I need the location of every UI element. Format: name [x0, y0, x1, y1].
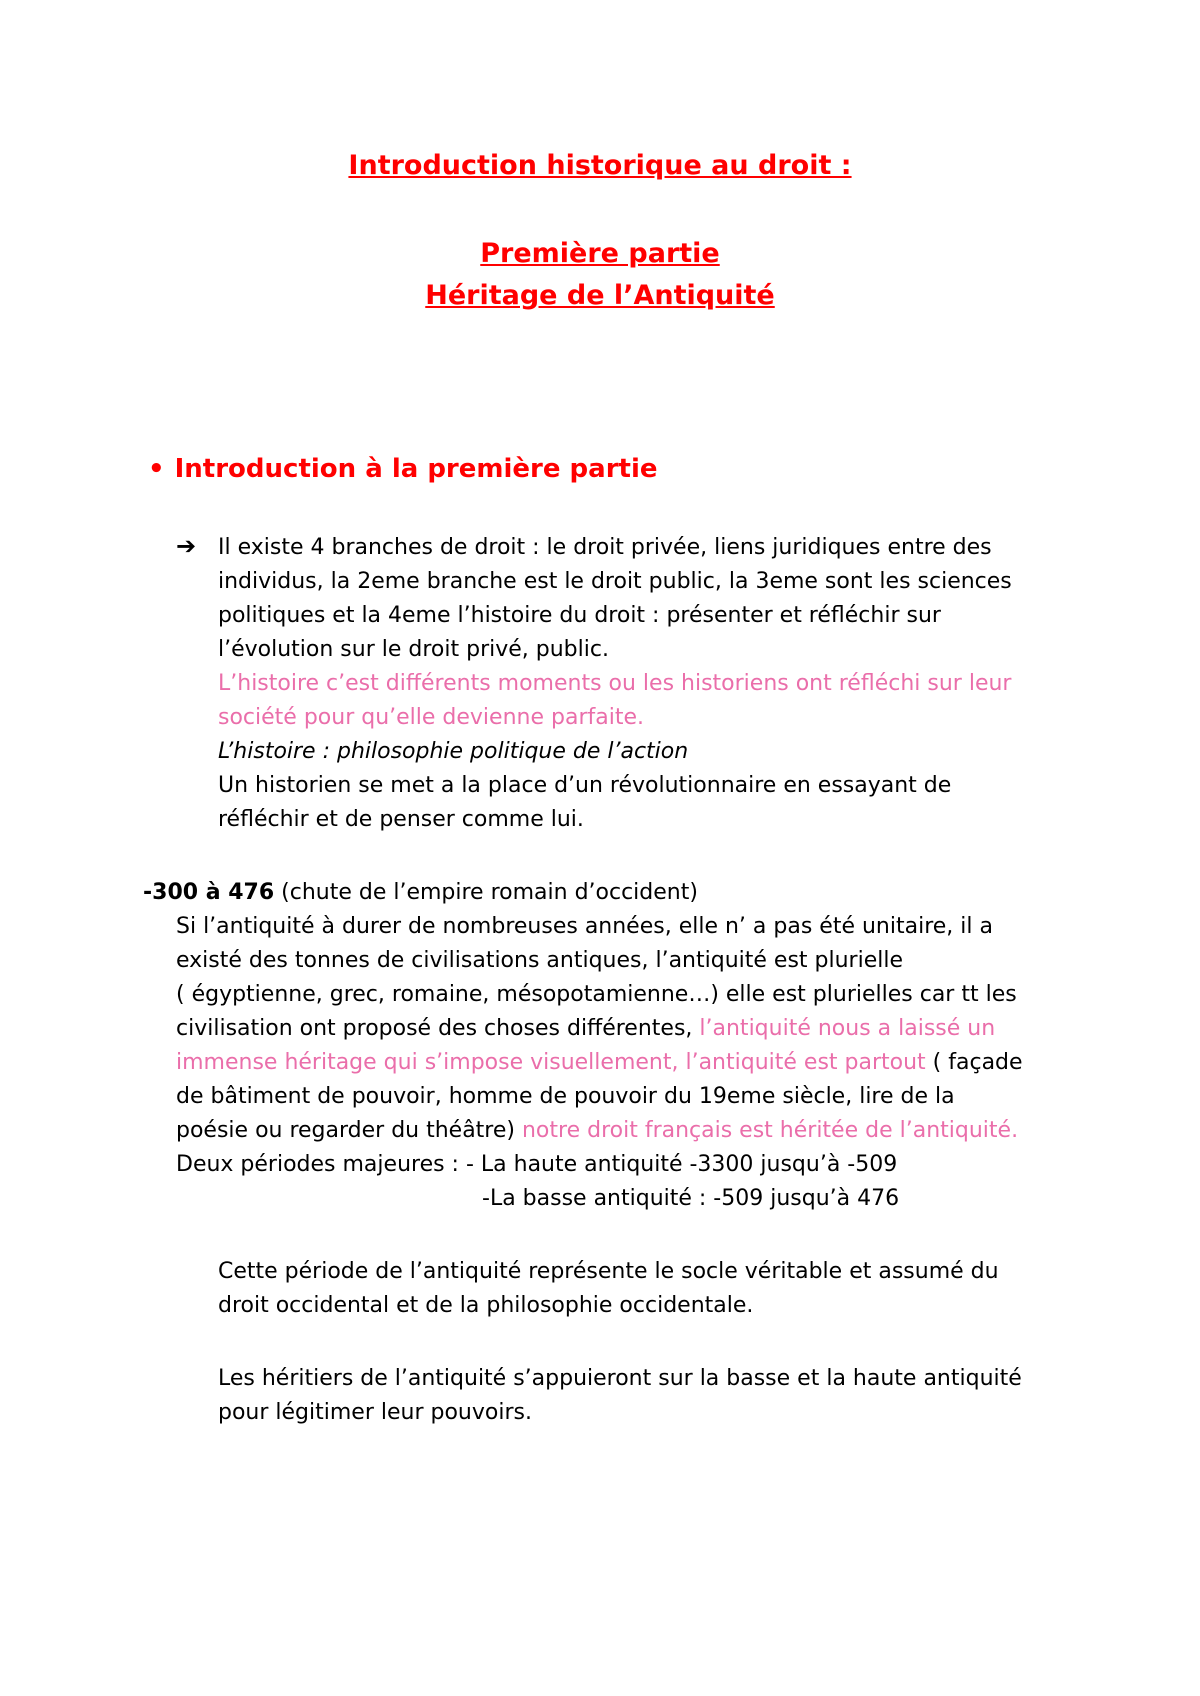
paragraph-line: -La basse antiquité : -509 jusqu’à 476 [482, 1186, 900, 1211]
period-range [143, 876, 698, 910]
paragraph-line: existé des tonnes de civilisations antiques, l’antiquité est plurielle [176, 948, 903, 973]
paragraph-line: Il existe 4 branches de droit : le droit privée, liens juridiques entre des [218, 535, 992, 560]
paragraph-line: Deux périodes majeures : - La haute antiquité -3300 jusqu’à -509 [176, 1152, 898, 1177]
period-range-note: (chute de l’empire romain d’occident) [274, 880, 698, 905]
paragraph-line: Si l’antiquité à durer de nombreuses années, elle n’ a pas été unitaire, il a [176, 914, 993, 939]
paragraph-line: Cette période de l’antiquité représente le socle véritable et assumé du [218, 1259, 999, 1284]
bullet-icon: • [148, 454, 165, 484]
highlighted-run: notre droit français est héritée de l’antiquité. [521, 1118, 1019, 1143]
paragraph-line: ( égyptienne, grec, romaine, mésopotamienne…) elle est plurielles car tt les [176, 982, 1017, 1007]
paragraph-line: politiques et la 4eme l’histoire du droit : présenter et réfléchir sur [218, 603, 941, 628]
paragraph-line: l’évolution sur le droit privé, public. [218, 637, 609, 662]
document-title: Introduction historique au droit : [348, 150, 852, 181]
paragraph-line [176, 1046, 1023, 1080]
paragraph-line: individus, la 2eme branche est le droit public, la 3eme sont les sciences [218, 569, 1012, 594]
highlighted-line: L’histoire c’est différents moments ou les historiens ont réfléchi sur leur [218, 671, 1012, 696]
paragraph-line [176, 1114, 1018, 1148]
paragraph-line: Un historien se met a la place d’un révolutionnaire en essayant de [218, 773, 952, 798]
part-label: Première partie [480, 238, 720, 269]
paragraph-line: droit occidental et de la philosophie occidentale. [218, 1293, 754, 1318]
paragraph-line: réfléchir et de penser comme lui. [218, 807, 584, 832]
section-heading [148, 454, 658, 484]
arrow-right-icon: ➔ [176, 532, 197, 560]
highlighted-run: immense héritage qui s’impose visuellement, l’antiquité est partout [176, 1050, 926, 1075]
italic-definition: L’histoire : philosophie politique de l’action [218, 739, 689, 764]
paragraph-line: pour légitimer leur pouvoirs. [218, 1400, 532, 1425]
highlighted-line: société pour qu’elle devienne parfaite. [218, 705, 644, 730]
text-run: ( façade [925, 1050, 1023, 1075]
paragraph-line: Les héritiers de l’antiquité s’appuieront sur la basse et la haute antiquité [218, 1366, 1022, 1391]
text-run: civilisation ont proposé des choses différentes, [176, 1016, 700, 1041]
part-title: Héritage de l’Antiquité [425, 280, 775, 311]
section-heading-text: Introduction à la première partie [174, 454, 658, 484]
paragraph-line: de bâtiment de pouvoir, homme de pouvoir du 19eme siècle, lire de la [176, 1084, 955, 1109]
text-run: poésie ou regarder du théâtre) [176, 1118, 522, 1143]
highlighted-run: l’antiquité nous a laissé un [699, 1016, 996, 1041]
period-range-dates: -300 à 476 [143, 880, 275, 905]
paragraph-line [176, 1012, 995, 1046]
